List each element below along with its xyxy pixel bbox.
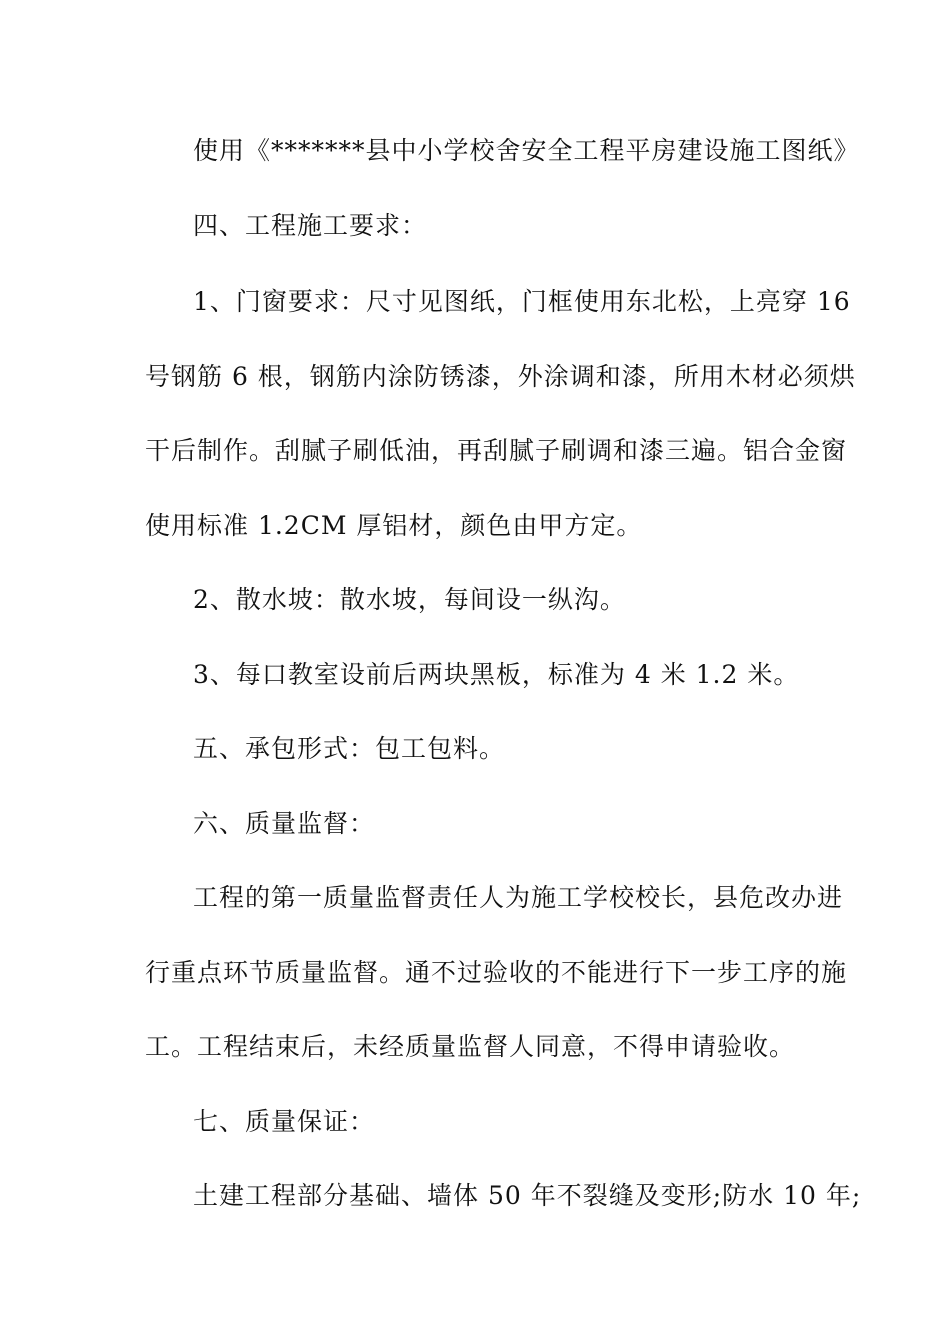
text-line: 工程的第一质量监督责任人为施工学校校长，县危改办进 <box>193 883 844 912</box>
text-line: 工。工程结束后，未经质量监督人同意，不得申请验收。 <box>145 1032 796 1061</box>
text-line: 行重点环节质量监督。通不过验收的不能进行下一步工序的施 <box>145 958 848 987</box>
text-line: 号钢筋 6 根，钢筋内涂防锈漆，外涂调和漆，所用木材必须烘 <box>145 362 856 391</box>
text-line: 干后制作。刮腻子刷低油，再刮腻子刷调和漆三遍。铝合金窗 <box>145 436 848 465</box>
section-heading: 七、质量保证： <box>193 1107 376 1136</box>
text-line: 3、每口教室设前后两块黑板，标准为 4 米 1.2 米。 <box>193 660 800 689</box>
text-line: 1、门窗要求：尺寸见图纸，门框使用东北松，上亮穿 16 <box>193 287 851 316</box>
text-line: 使用《*******县中小学校舍安全工程平房建设施工图纸》 <box>193 136 860 165</box>
section-heading: 五、承包形式：包工包料。 <box>193 734 506 763</box>
text-line: 2、散水坡：散水坡，每间设一纵沟。 <box>193 585 626 614</box>
text-line: 使用标准 1.2CM 厚铝材，颜色由甲方定。 <box>145 511 643 540</box>
section-heading: 六、质量监督： <box>193 809 376 838</box>
text-line: 土建工程部分基础、墙体 50 年不裂缝及变形;防水 10 年; <box>193 1181 862 1210</box>
section-heading: 四、工程施工要求： <box>193 211 428 240</box>
